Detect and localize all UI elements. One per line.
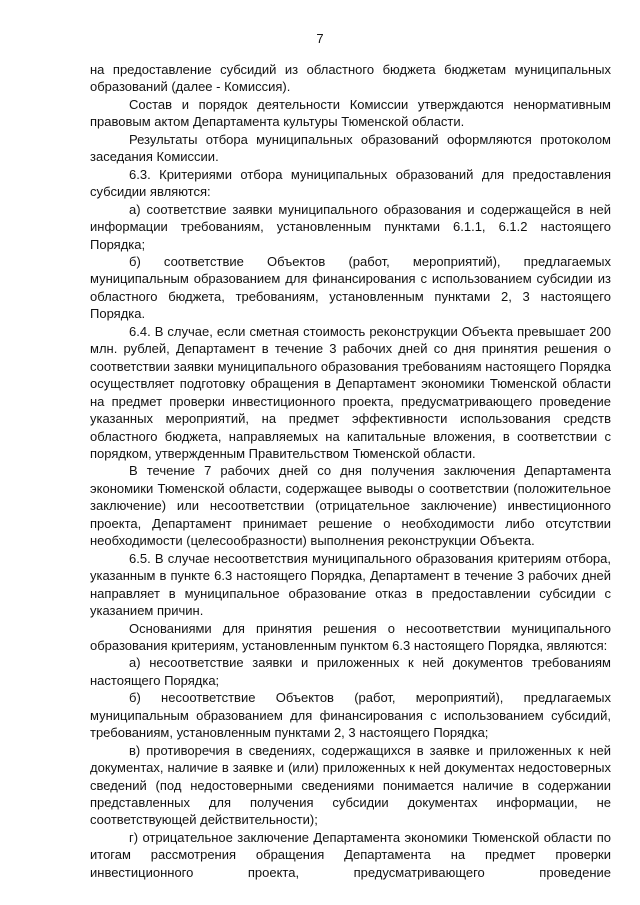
paragraph-6-5-a: а) несоответствие заявки и приложенных к ней документов требованиям настоящего Порядка;	[90, 655, 611, 688]
paragraph-commission-intro: на предоставление субсидий из областного бюджета бюджетам муниципальных образований (далее - Комиссия).	[90, 62, 611, 95]
paragraph-6-5-d: г) отрицательное заключение Департамента экономики Тюменской области по итогам рассмотрения обращения Департамента на предмет проверки инвестиционного проекта, предусматривающего проведение	[90, 829, 611, 880]
paragraph-6-3: 6.3. Критериями отбора муниципальных образований для предоставления субсидии являются:	[90, 166, 611, 200]
paragraph-6-5-b: б) несоответствие Объектов (работ, мероприятий), предлагаемых муниципальным образованием для финансирования с использованием субсидий, требованиям, установленным пунктами 2, 3 настоящего Порядка;	[90, 690, 611, 741]
paragraph-commission-composition: Состав и порядок деятельности Комиссии утверждаются ненормативным правовым актом Департамента культуры Тюменской области.	[90, 96, 611, 130]
paragraph-6-5: 6.5. В случае несоответствия муниципального образования критериям отбора, указанным в пункте 6.3 настоящего Порядка, Департамент в течение 3 рабочих дней направляет в муниципальное образование отказ в предоставлении субсидии с указанием причин.	[90, 550, 611, 619]
paragraph-6-5-c: в) противоречия в сведениях, содержащихся в заявке и приложенных к ней документах, наличие в заявке и (или) приложенных к ней документах недостоверных сведений (под недостоверными сведениями понимается наличие в содержании представленных для получения субсидии документах информации, не соответствующей действительности);	[90, 742, 611, 828]
document-body	[90, 61, 611, 881]
paragraph-6-5-grounds: Основаниями для принятия решения о несоответствии муниципального образования критериям, установленным пунктом 6.3 настоящего Порядка, являются:	[90, 620, 611, 653]
paragraph-6-4: 6.4. В случае, если сметная стоимость реконструкции Объекта превышает 200 млн. рублей, Департамент в течение 3 рабочих дней со дня принятия решения о соответствии заявки муниципального образования требованиям настоящего Порядка осуществляет подготовку обращения в Департамент экономики Тюменской области на предмет проверки инвестиционного проекта, предусматривающего проведение указанных мероприятий, на предмет эффективности использования средств областного бюджета, направляемых на капитальные вложения, в соответствии с порядком, утвержденным Правительством Тюменской области.	[90, 323, 611, 461]
page-number: 7	[316, 31, 324, 46]
paragraph-6-4-followup: В течение 7 рабочих дней со дня получения заключения Департамента экономики Тюменской области, содержащее выводы о соответствии (положительное заключение) или несоответствии (отрицательное заключение) инвестиционного проекта, Департамент принимает решение о необходимости либо отсутствии необходимости (целесообразности) выполнения реконструкции Объекта.	[90, 463, 611, 549]
paragraph-6-3-b: б) соответствие Объектов (работ, мероприятий), предлагаемых муниципальным образованием для финансирования с использованием субсидии из областного бюджета, требованиям, установленным пунктами 2, 3 настоящего Порядка.	[90, 253, 611, 322]
paragraph-6-3-a: а) соответствие заявки муниципального образования и содержащейся в ней информации требованиям, установленным пунктами 6.1.1, 6.1.2 настоящего Порядка;	[90, 201, 611, 252]
paragraph-selection-results: Результаты отбора муниципальных образований оформляются протоколом заседания Комиссии.	[90, 131, 611, 165]
